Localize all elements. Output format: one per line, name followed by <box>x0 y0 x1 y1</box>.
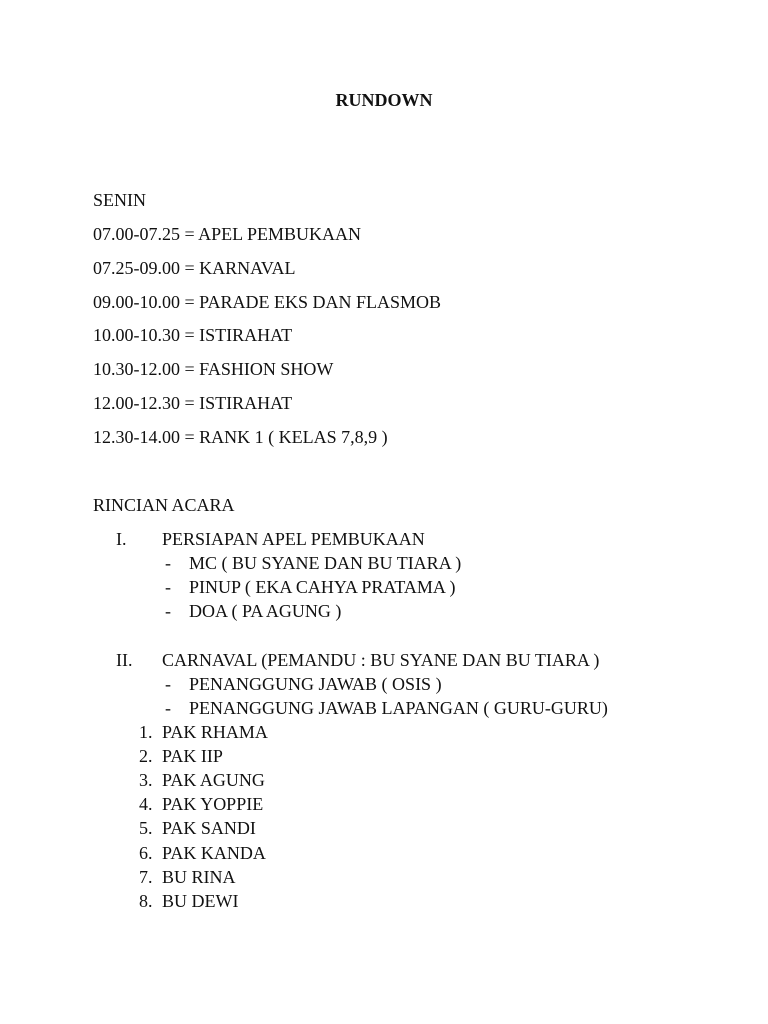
schedule-item: 07.25-09.00 = KARNAVAL <box>93 258 296 278</box>
section-item: PINUP ( EKA CAHYA PRATAMA ) <box>189 577 456 597</box>
bullet-dash: - <box>165 577 171 597</box>
bullet-dash: - <box>165 698 171 718</box>
section-title: PERSIAPAN APEL PEMBUKAAN <box>162 529 425 549</box>
list-number: 5. <box>139 818 153 838</box>
page-title: RUNDOWN <box>335 90 433 110</box>
bullet-dash: - <box>165 601 171 621</box>
list-item: PAK RHAMA <box>162 722 268 742</box>
list-number: 7. <box>139 867 153 887</box>
schedule-item: 09.00-10.00 = PARADE EKS DAN FLASMOB <box>93 292 442 312</box>
list-number: 4. <box>139 794 153 814</box>
list-item: BU DEWI <box>162 891 239 911</box>
schedule-item: 10.00-10.30 = ISTIRAHAT <box>93 325 293 345</box>
bullet-dash: - <box>165 553 171 573</box>
section-item: DOA ( PA AGUNG ) <box>189 601 342 621</box>
section-item: PENANGGUNG JAWAB LAPANGAN ( GURU-GURU) <box>189 698 608 718</box>
schedule-day: SENIN <box>93 190 146 210</box>
list-item: PAK IIP <box>162 746 223 766</box>
section-numeral: I. <box>116 529 127 549</box>
schedule-item: 07.00-07.25 = APEL PEMBUKAAN <box>93 224 361 244</box>
bullet-dash: - <box>165 674 171 694</box>
schedule-item: 12.30-14.00 = RANK 1 ( KELAS 7,8,9 ) <box>93 427 388 447</box>
list-item: BU RINA <box>162 867 236 887</box>
list-number: 8. <box>139 891 153 911</box>
section-title: CARNAVAL (PEMANDU : BU SYANE DAN BU TIARA ) <box>162 650 600 670</box>
list-item: PAK YOPPIE <box>162 794 264 814</box>
schedule-item: 10.30-12.00 = FASHION SHOW <box>93 359 334 379</box>
list-number: 2. <box>139 746 153 766</box>
list-number: 3. <box>139 770 153 790</box>
section-item: MC ( BU SYANE DAN BU TIARA ) <box>189 553 462 573</box>
section-item: PENANGGUNG JAWAB ( OSIS ) <box>189 674 442 694</box>
schedule-item: 12.00-12.30 = ISTIRAHAT <box>93 393 293 413</box>
list-item: PAK KANDA <box>162 843 266 863</box>
rincian-heading: RINCIAN ACARA <box>93 495 235 515</box>
list-item: PAK SANDI <box>162 818 256 838</box>
list-number: 6. <box>139 843 153 863</box>
list-item: PAK AGUNG <box>162 770 265 790</box>
section-numeral: II. <box>116 650 133 670</box>
list-number: 1. <box>139 722 153 742</box>
